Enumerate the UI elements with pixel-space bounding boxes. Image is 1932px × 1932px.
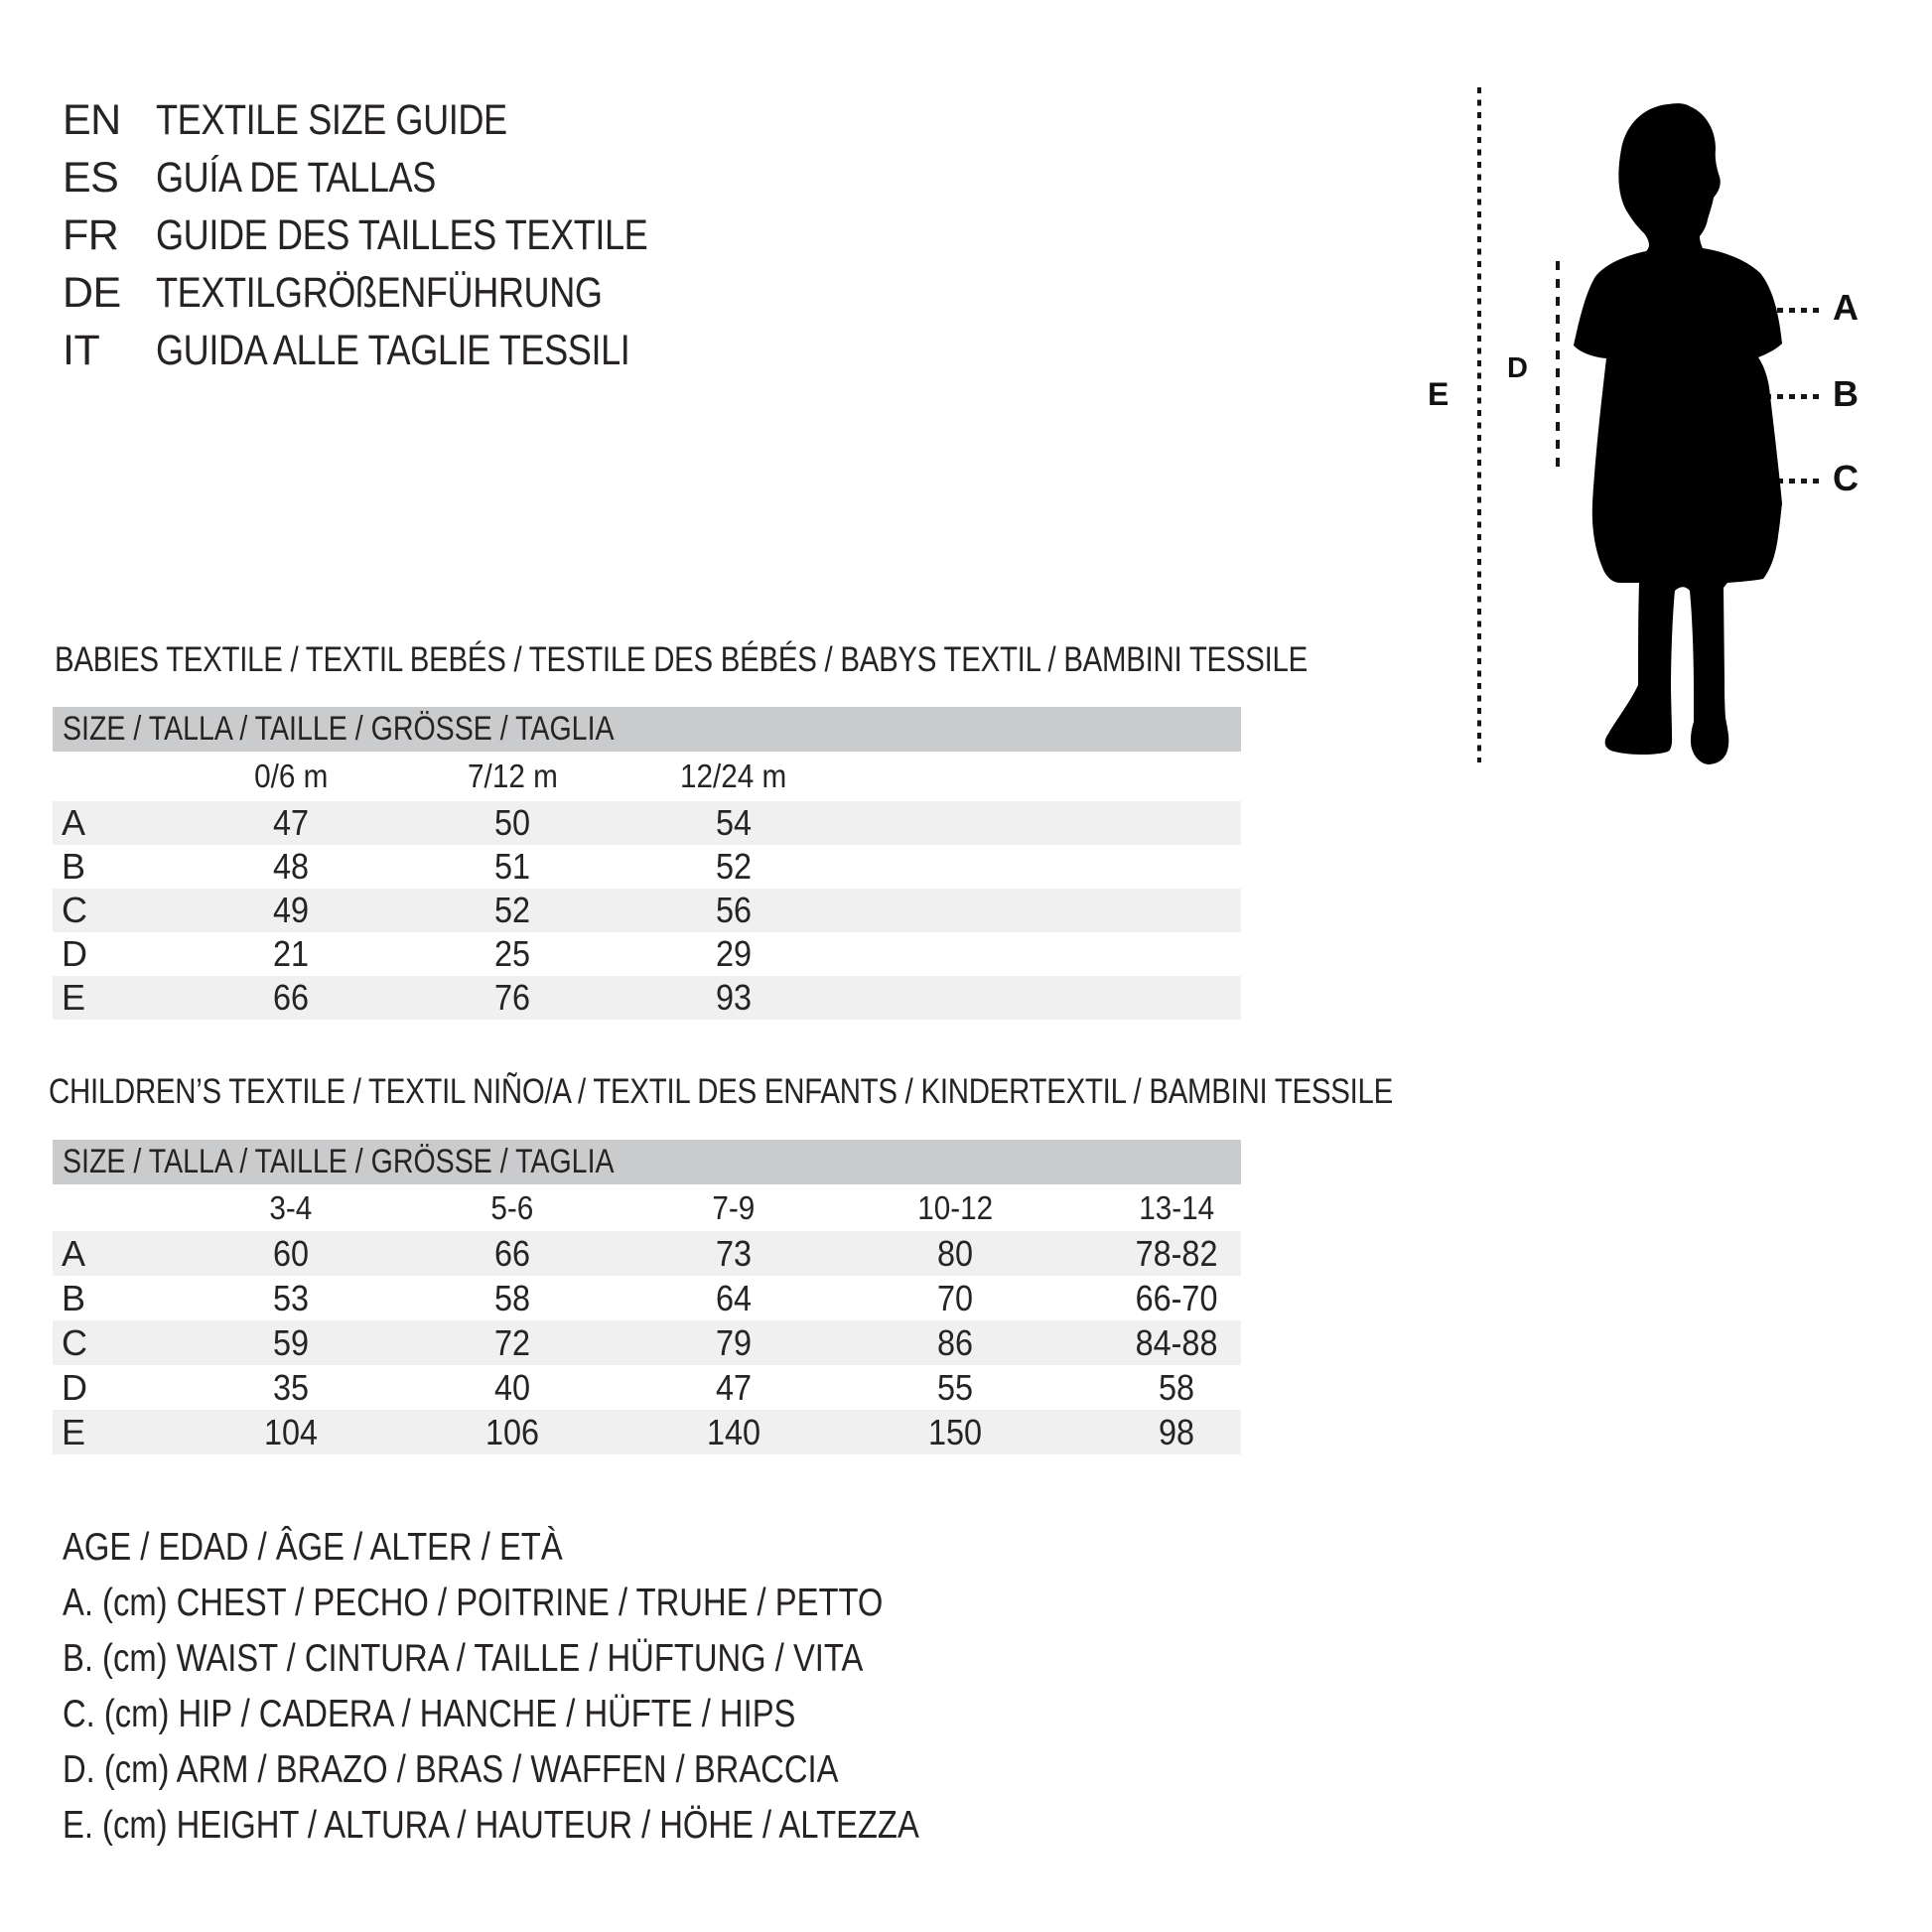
babies-cell-value: 49	[272, 890, 310, 930]
children-size-header-text: SIZE / TALLA / TAILLE / GRÖSSE / TAGLIA	[63, 1143, 615, 1180]
babies-column-header-2	[649, 752, 818, 801]
children-cell-value: 70	[936, 1278, 974, 1318]
children-column-header-label: 7-9	[712, 1189, 756, 1226]
children-column-header-1	[428, 1184, 597, 1231]
language-code: ES	[63, 154, 119, 202]
children-cell-value: 140	[706, 1412, 761, 1452]
language-code: EN	[63, 96, 121, 144]
legend-line-text: D. (cm) ARM / BRAZO / BRAS / WAFFEN / BRACCIA	[63, 1748, 839, 1791]
babies-size-header-bar	[53, 707, 1241, 752]
babies-cell-value: 29	[715, 933, 753, 974]
babies-row-label: A	[62, 802, 86, 843]
legend-line-text: AGE / EDAD / ÂGE / ALTER / ETÀ	[63, 1526, 563, 1569]
children-cell-b-2	[649, 1276, 818, 1320]
language-title: GUIDE DES TAILLES TEXTILE	[156, 211, 648, 259]
children-cell-a-2	[649, 1231, 818, 1276]
children-cell-value: 98	[1158, 1412, 1195, 1452]
children-cell-value: 53	[272, 1278, 310, 1318]
babies-cell-c-0	[207, 889, 375, 932]
children-column-header-row	[53, 1184, 1241, 1231]
legend-line-text: C. (cm) HIP / CADERA / HANCHE / HÜFTE / HIPS	[63, 1693, 796, 1735]
children-cell-value: 150	[927, 1412, 983, 1452]
children-cell-value: 55	[936, 1367, 974, 1408]
children-cell-b-4	[1092, 1276, 1261, 1320]
legend-line-3	[63, 1687, 1082, 1742]
children-cell-value: 47	[715, 1367, 753, 1408]
children-cell-value: 64	[715, 1278, 753, 1318]
children-cell-d-1	[428, 1365, 597, 1410]
children-cell-value: 84-88	[1135, 1322, 1218, 1363]
babies-cell-value: 93	[715, 977, 753, 1018]
babies-cell-c-1	[428, 889, 597, 932]
children-cell-value: 59	[272, 1322, 310, 1363]
marker-label-hip: C	[1833, 458, 1859, 498]
babies-row-label: C	[62, 890, 87, 930]
children-row-e	[53, 1410, 1241, 1454]
children-cell-d-0	[207, 1365, 375, 1410]
children-cell-c-4	[1092, 1320, 1261, 1365]
children-cell-value: 58	[1158, 1367, 1195, 1408]
babies-size-header-text: SIZE / TALLA / TAILLE / GRÖSSE / TAGLIA	[63, 710, 615, 748]
babies-row-e	[53, 976, 1241, 1020]
children-cell-value: 106	[484, 1412, 540, 1452]
babies-column-header-label: 7/12 m	[467, 758, 558, 794]
legend-line-text: E. (cm) HEIGHT / ALTURA / HAUTEUR / HÖHE / ALTEZZA	[63, 1804, 919, 1847]
babies-cell-value: 66	[272, 977, 310, 1018]
babies-cell-a-0	[207, 801, 375, 845]
babies-cell-e-1	[428, 976, 597, 1020]
children-column-header-2	[649, 1184, 818, 1231]
babies-cell-value: 51	[493, 846, 531, 887]
measurement-legend	[63, 1520, 1082, 1854]
children-cell-e-1	[428, 1410, 597, 1454]
babies-cell-value: 54	[715, 802, 753, 843]
babies-row-a	[53, 801, 1241, 845]
language-code: FR	[63, 211, 119, 259]
babies-cell-value: 21	[272, 933, 310, 974]
babies-section-heading-text: BABIES TEXTILE / TEXTIL BEBÉS / TESTILE DES BÉBÉS / BABYS TEXTIL / BAMBINI TESSILE	[55, 640, 1308, 679]
children-cell-value: 73	[715, 1233, 753, 1274]
children-cell-c-0	[207, 1320, 375, 1365]
babies-row-b	[53, 845, 1241, 889]
language-line-fr	[63, 207, 742, 264]
children-row-a	[53, 1231, 1241, 1276]
arm-measure-line	[1556, 261, 1560, 470]
babies-cell-d-2	[649, 932, 818, 976]
babies-cell-a-2	[649, 801, 818, 845]
marker-label-arm: D	[1507, 352, 1528, 384]
language-line-de	[63, 264, 742, 322]
children-cell-d-2	[649, 1365, 818, 1410]
babies-row-label: D	[62, 933, 87, 974]
children-cell-value: 79	[715, 1322, 753, 1363]
children-cell-value: 86	[936, 1322, 974, 1363]
children-cell-b-3	[871, 1276, 1039, 1320]
babies-cell-value: 48	[272, 846, 310, 887]
children-cell-b-0	[207, 1276, 375, 1320]
legend-line-text: B. (cm) WAIST / CINTURA / TAILLE / HÜFTUNG / VITA	[63, 1637, 864, 1680]
children-column-header-3	[871, 1184, 1039, 1231]
children-section-heading	[49, 1072, 1649, 1112]
children-row-label: E	[62, 1412, 86, 1452]
legend-line-0	[63, 1520, 1082, 1576]
babies-cell-d-1	[428, 932, 597, 976]
child-silhouette-image	[1569, 94, 1797, 769]
babies-cell-b-2	[649, 845, 818, 889]
children-column-header-label: 13-14	[1139, 1189, 1214, 1226]
language-title: TEXTILE SIZE GUIDE	[156, 96, 507, 144]
legend-line-text: A. (cm) CHEST / PECHO / POITRINE / TRUHE / PETTO	[63, 1582, 884, 1624]
children-cell-c-3	[871, 1320, 1039, 1365]
language-title: GUIDA ALLE TAGLIE TESSILI	[156, 327, 630, 374]
children-row-label: B	[62, 1278, 86, 1318]
language-title: TEXTILGRÖßENFÜHRUNG	[156, 269, 603, 317]
language-title-block	[63, 91, 742, 379]
babies-section-heading	[55, 640, 1546, 680]
children-row-label: D	[62, 1367, 87, 1408]
children-column-header-label: 5-6	[490, 1189, 534, 1226]
children-cell-value: 35	[272, 1367, 310, 1408]
babies-row-label: E	[62, 977, 86, 1018]
babies-column-header-label: 12/24 m	[680, 758, 787, 794]
legend-line-2	[63, 1631, 1082, 1687]
children-row-c	[53, 1320, 1241, 1365]
children-column-header-label: 10-12	[917, 1189, 993, 1226]
babies-column-header-1	[428, 752, 597, 801]
children-cell-value: 72	[493, 1322, 531, 1363]
children-column-header-4	[1092, 1184, 1261, 1231]
babies-column-header-label: 0/6 m	[253, 758, 329, 794]
babies-cell-e-2	[649, 976, 818, 1020]
children-size-table	[53, 1140, 1241, 1454]
children-cell-value: 66	[493, 1233, 531, 1274]
babies-cell-value: 56	[715, 890, 753, 930]
babies-cell-value: 76	[493, 977, 531, 1018]
legend-line-1	[63, 1576, 1082, 1631]
babies-cell-value: 25	[493, 933, 531, 974]
babies-column-header-row	[53, 752, 1241, 801]
children-cell-a-0	[207, 1231, 375, 1276]
children-column-header-0	[207, 1184, 375, 1231]
children-cell-e-0	[207, 1410, 375, 1454]
babies-column-header-0	[207, 752, 375, 801]
marker-label-waist: B	[1833, 373, 1859, 414]
language-line-it	[63, 322, 742, 379]
babies-row-c	[53, 889, 1241, 932]
children-row-label: C	[62, 1322, 87, 1363]
babies-cell-d-0	[207, 932, 375, 976]
children-cell-value: 78-82	[1135, 1233, 1218, 1274]
children-cell-c-1	[428, 1320, 597, 1365]
babies-row-d	[53, 932, 1241, 976]
babies-cell-e-0	[207, 976, 375, 1020]
children-cell-value: 58	[493, 1278, 531, 1318]
language-title: GUÍA DE TALLAS	[156, 154, 436, 202]
children-cell-b-1	[428, 1276, 597, 1320]
babies-cell-value: 47	[272, 802, 310, 843]
legend-line-4	[63, 1742, 1082, 1798]
children-cell-value: 40	[493, 1367, 531, 1408]
children-column-header-label: 3-4	[269, 1189, 313, 1226]
language-line-en	[63, 91, 742, 149]
children-section-heading-text: CHILDREN’S TEXTILE / TEXTIL NIÑO/A / TEXTIL DES ENFANTS / KINDERTEXTIL / BAMBINI TESSILE	[49, 1072, 1394, 1111]
language-code: IT	[63, 327, 100, 374]
language-code: DE	[63, 269, 121, 317]
babies-row-label: B	[62, 846, 86, 887]
language-line-es	[63, 149, 742, 207]
children-cell-value: 80	[936, 1233, 974, 1274]
marker-label-chest: A	[1833, 287, 1859, 328]
marker-label-height: E	[1428, 376, 1449, 412]
children-cell-c-2	[649, 1320, 818, 1365]
babies-cell-value: 52	[715, 846, 753, 887]
children-cell-d-3	[871, 1365, 1039, 1410]
children-row-label: A	[62, 1233, 86, 1274]
legend-line-5	[63, 1798, 1082, 1854]
children-cell-value: 66-70	[1135, 1278, 1218, 1318]
babies-cell-value: 52	[493, 890, 531, 930]
children-cell-a-4	[1092, 1231, 1261, 1276]
babies-cell-b-0	[207, 845, 375, 889]
children-cell-value: 60	[272, 1233, 310, 1274]
children-cell-e-4	[1092, 1410, 1261, 1454]
babies-size-table	[53, 707, 1241, 1020]
children-cell-value: 104	[263, 1412, 319, 1452]
children-row-d	[53, 1365, 1241, 1410]
babies-cell-a-1	[428, 801, 597, 845]
babies-cell-c-2	[649, 889, 818, 932]
children-cell-e-2	[649, 1410, 818, 1454]
children-cell-a-1	[428, 1231, 597, 1276]
children-cell-e-3	[871, 1410, 1039, 1454]
children-row-b	[53, 1276, 1241, 1320]
children-size-header-bar	[53, 1140, 1241, 1184]
children-cell-a-3	[871, 1231, 1039, 1276]
babies-cell-b-1	[428, 845, 597, 889]
children-cell-d-4	[1092, 1365, 1261, 1410]
babies-cell-value: 50	[493, 802, 531, 843]
